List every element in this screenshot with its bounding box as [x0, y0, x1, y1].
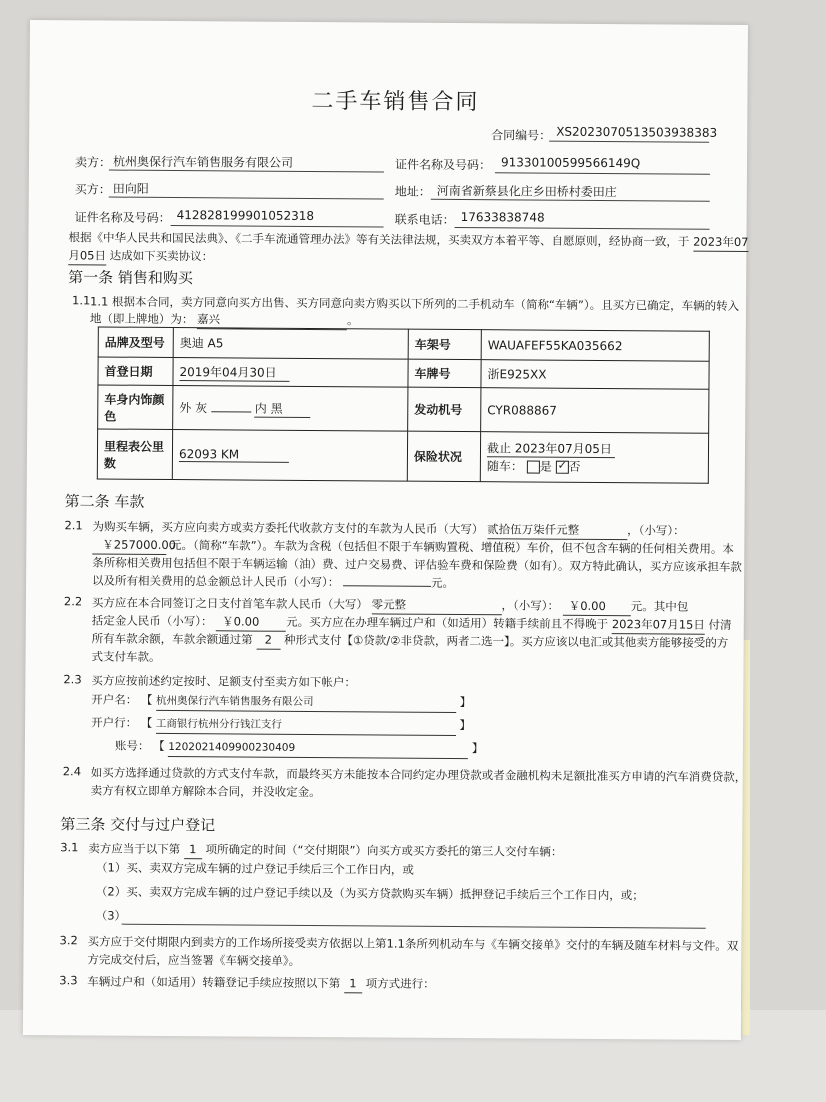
- clause-2-2-line4: 式支付车款。: [91, 649, 161, 664]
- account-bank-row: [91, 713, 471, 736]
- engine-label: 发动机号: [408, 387, 481, 432]
- contract-no-value: XS2023070513503938383: [556, 124, 718, 140]
- left-bracket: 【: [140, 715, 153, 730]
- buyer-address-label: 地址：: [394, 184, 431, 199]
- right-bracket: 】: [459, 718, 472, 733]
- right-bracket: 】: [459, 695, 472, 710]
- clause-2-2-text-e: 元。买方应在办理车辆过户和（如适用）转籍手续前且不得晚于: [286, 614, 609, 632]
- clause-2-4-number: 2.4: [62, 764, 82, 779]
- contract-no-underline: [549, 141, 709, 143]
- clause-2-2-text: 买方应在本合同签订之日支付首笔车款人民币（大写）: [91, 595, 368, 612]
- clause-3-2-line2: 方完成交付后，应当签署《车辆交接单》。: [87, 952, 301, 968]
- clause-2-1-text: 为购买车辆，买方应向卖方或卖方委托代收款方支付的车款为人民币（大写）: [92, 519, 484, 537]
- clause-3-1-text-b: 项所确定的时间（“交付期限”）向买方或买方委托的第三人交付车辆：: [205, 842, 563, 859]
- price-numeric: ￥257000.00: [92, 535, 166, 555]
- price-uppercase: 贰拾伍万柒仟元整: [487, 520, 627, 540]
- clause-3-3-text-b: 项方式进行：: [365, 976, 435, 991]
- clause-1-1-line1: 1.1 根据本合同，卖方同意向买方出售、买方同意向卖方购买以下所列的二手机动车（简称“车辆”）。且买方已确定，车辆的转入: [89, 294, 740, 313]
- mileage-cell: [172, 430, 407, 482]
- account-number-row: [115, 737, 484, 760]
- color-label-cell: [98, 385, 173, 430]
- seller-label: 卖方：: [74, 155, 112, 170]
- clause-2-1-text-e: 元。: [430, 575, 455, 590]
- clause-3-1-text: 卖方应当于以下第: [88, 841, 181, 857]
- seller-name: 杭州奥保行汽车销售服务有限公司: [112, 154, 294, 170]
- table-row: [98, 357, 709, 389]
- buyer-phone-label: 联系电话：: [394, 212, 455, 227]
- first-registration-value: 2019年04月30日: [179, 363, 289, 382]
- buyer-phone-underline: [455, 227, 710, 230]
- insurance-label: 保险状况: [407, 431, 480, 482]
- account-name-label: 开户名：: [91, 692, 138, 707]
- plate-label: 车牌号: [408, 359, 481, 388]
- section1-title: 第一条 销售和购买: [68, 268, 194, 288]
- clause-2-2-line3: [92, 629, 729, 652]
- seller-underline: [109, 170, 384, 173]
- clause-2-4-line2: 卖方有权立即单方解除本合同，并没收定金。: [90, 783, 321, 800]
- intro-text-2: 达成如下买卖协议：: [109, 248, 214, 264]
- yes-checkbox[interactable]: [527, 460, 540, 473]
- down-payment-numeric: ￥0.00: [563, 597, 631, 616]
- clause-2-2-text-b: ，（小写）：: [501, 598, 560, 613]
- table-row: [98, 385, 709, 433]
- mileage-value: 62093 KM: [179, 447, 289, 463]
- clause-1-1-end: 。: [347, 313, 359, 328]
- buyer-phone-value: 17633838748: [460, 210, 545, 225]
- vin-value: WAUAFEF55KA035662: [481, 330, 709, 362]
- clause-1-1-number: 1.1: [71, 293, 91, 308]
- delivery-option-3: （3）: [95, 908, 127, 923]
- registration-place: 嘉兴: [197, 310, 347, 330]
- account-number-label: 账号：: [114, 738, 150, 753]
- delivery-option: 1: [184, 840, 202, 859]
- buyer-underline: [109, 197, 384, 200]
- clause-2-2-text-h: 种形式支付【①贷款/②非贷款，两者二选一】。买方应该以电汇或其他卖方能够接受的方: [283, 632, 729, 650]
- intro-line2: [68, 246, 213, 266]
- account-name: 杭州奥保行汽车销售服务有限公司: [156, 692, 456, 713]
- clause-1-1-text: 地（即上牌地）为：: [89, 311, 194, 327]
- clause-3-3-text: 车辆过户和（如适用）转籍登记手续应按照以下第: [87, 974, 341, 991]
- clause-2-2-number: 2.2: [63, 594, 83, 609]
- right-bracket: 】: [471, 741, 484, 756]
- clause-3-2-line1: 买方应于交付期限内到卖方的工作场所接受卖方依据以上第1.1条所列机动车与《车辆交接单》交付的车辆及随车材料与文件。双: [87, 934, 739, 953]
- insurance-until: 截止 2023年07月05日: [487, 439, 615, 458]
- mileage-label-cell: [97, 429, 172, 480]
- clause-2-2-text-f: 付清: [708, 617, 732, 632]
- buyer-name: 田向阳: [112, 181, 149, 196]
- brand-label: 品牌及型号: [98, 327, 173, 358]
- with-car-label: 随车：: [486, 459, 523, 474]
- no-label: 否: [568, 459, 581, 474]
- table-row: [97, 429, 708, 483]
- clause-2-1-line4: [92, 571, 454, 592]
- intro-date-year: 2023年07: [693, 233, 749, 252]
- exterior-color: 外 灰: [179, 400, 208, 415]
- delivery-option-2: （2）买、卖双方完成车辆的过户登记手续以及（为买方贷款购买车辆）抵押登记手续后三个工作日内，或；: [95, 884, 644, 903]
- yes-label: 是: [539, 459, 552, 474]
- payment-method: 2: [256, 631, 280, 650]
- buyer-label: 买方：: [74, 182, 111, 197]
- buyer-address-underline: [431, 199, 710, 202]
- first-registration-cell: [173, 358, 408, 388]
- clause-3-2-number: 3.2: [59, 933, 78, 948]
- clause-2-1-number: 2.1: [64, 518, 83, 533]
- contract-no-label: 合同编号：: [491, 128, 552, 143]
- brand-value: 奥迪 A5: [173, 328, 408, 360]
- intro-date-day: 月05日: [68, 246, 106, 265]
- clause-2-1-line3: 条所称相关费用包括但不限于车辆运输（油）费、过户交易费、评估验车费和保险费（如有）。双方特此确认，买方应该承担车款: [92, 555, 742, 574]
- engine-value: CYR088867: [481, 388, 709, 434]
- clause-2-2-text-d: 括定金人民币（小写）：: [91, 613, 213, 629]
- account-bank: 工商银行杭州分行钱江支行: [156, 715, 456, 736]
- clause-2-1-text-c: 元。（简称“车款”）。车款为含税（包括但不限于车辆购置税、增值税）车价，但不包含车辆的任何相关费用。本: [169, 537, 734, 556]
- clause-2-3-line1: 买方应按前述约定按时、足额支付至卖方如下帐户：: [91, 673, 356, 690]
- transfer-option: 1: [344, 974, 362, 993]
- clause-3-3-number: 3.3: [59, 973, 78, 988]
- plate-value: 浙E925XX: [481, 360, 709, 390]
- vehicle-info-table: [97, 326, 710, 483]
- section2-title: 第二条 车款: [64, 492, 145, 511]
- buyer-id-label: 证件名称及号码：: [74, 210, 171, 225]
- insurance-cell: [480, 432, 708, 484]
- seller-id-underline: [495, 172, 710, 175]
- color-cell: [173, 386, 408, 432]
- mileage-label-a: 里程表公里: [103, 439, 165, 454]
- clause-3-3-line1: [87, 972, 434, 993]
- clause-2-3-number: 2.3: [63, 672, 82, 687]
- document-title: 二手车销售合同: [311, 88, 480, 116]
- no-checkbox[interactable]: [556, 461, 569, 474]
- delivery-option-3-underline: [122, 924, 706, 929]
- down-payment-uppercase: 零元整: [372, 595, 502, 615]
- intro-text: 根据《中华人民共和国民法典》、《二手车流通管理办法》等有关法律法规，买卖双方本着平等、自愿原则，经协商一致，于: [68, 230, 690, 249]
- account-name-row: [91, 690, 471, 713]
- clause-2-1-text-b: ，（小写）：: [627, 523, 685, 538]
- payment-deadline: 2023年07月15日: [612, 615, 705, 635]
- buyer-id-underline: [171, 225, 384, 227]
- deposit-numeric: ￥0.00: [216, 612, 286, 631]
- clause-3-1-number: 3.1: [60, 840, 79, 855]
- interior-color: 内 黑: [255, 399, 311, 417]
- color-label-a: 车身内饰颜: [104, 392, 165, 407]
- contract-page: [23, 20, 748, 1040]
- account-number: 1202021409900230409: [168, 738, 468, 759]
- seller-id-value: 91330100599566149Q: [500, 155, 641, 171]
- account-bank-label: 开户行：: [91, 715, 138, 730]
- left-bracket: 【: [153, 738, 165, 753]
- clause-2-4-line1: 如买方选择通过贷款的方式支付车款，而最终买方未能按本合同约定办理贷款或者金融机构未足额批准买方申请的汽车消费贷款，: [90, 765, 747, 785]
- delivery-option-1: （1）买、卖双方完成车辆的过户登记手续后三个工作日内，或: [96, 860, 414, 877]
- clause-2-2-text-g: 所有车款余额，车款余额通过第: [91, 631, 253, 647]
- with-car-row: [487, 457, 702, 476]
- buyer-id-value: 412828199901052318: [176, 208, 315, 223]
- buyer-address-value: 河南省新蔡县化庄乡田桥村委田庄: [436, 183, 617, 200]
- mileage-label-b: 数: [103, 456, 116, 471]
- vin-label: 车架号: [408, 329, 481, 360]
- color-label-b: 色: [104, 409, 117, 424]
- left-bracket: 【: [140, 692, 153, 707]
- first-registration-label: 首登日期: [98, 357, 173, 386]
- table-row: [98, 327, 709, 361]
- seller-id-label: 证件名称及号码：: [394, 157, 492, 173]
- clause-2-1-text-d: 以及所有相关费用的总金额总计人民币（小写）：: [92, 573, 340, 590]
- clause-2-2-text-c: 元。其中包: [630, 599, 689, 614]
- section3-title: 第三条 交付与过户登记: [60, 815, 216, 835]
